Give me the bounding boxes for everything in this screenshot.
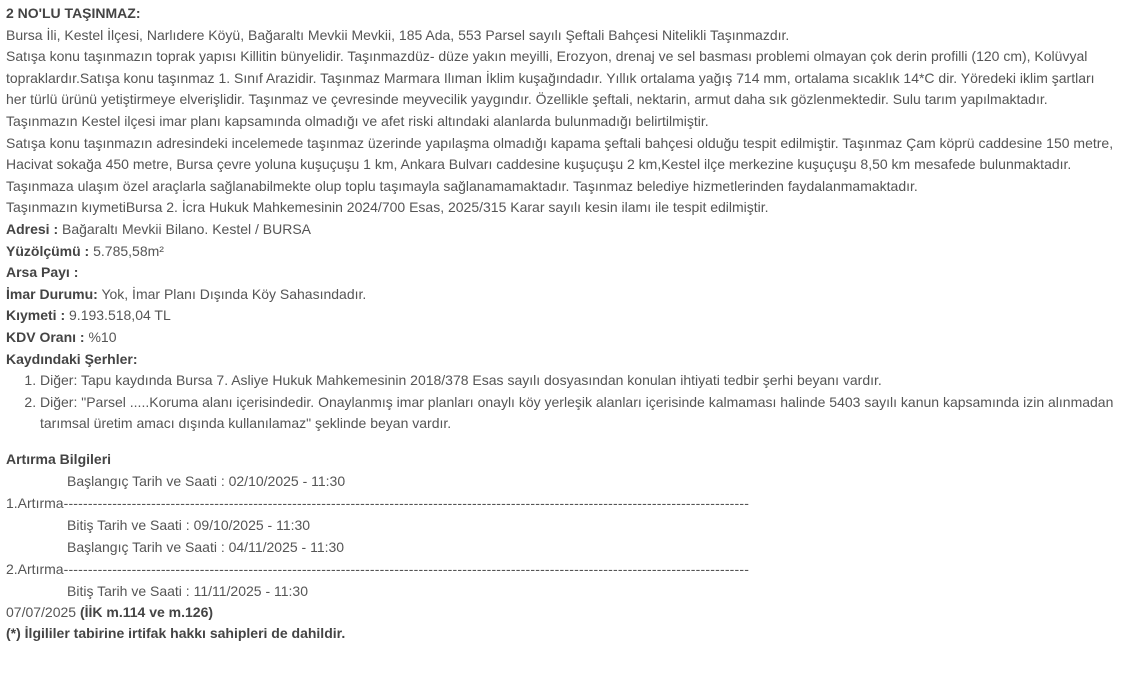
auction-info-title: Artırma Bilgileri [6,450,112,467]
valuation-court-note: Taşınmazın kıymetiBursa 2. İcra Hukuk Mahkemesinin 2024/700 Esas, 2025/315 Karar sayılı kesin ilamı ile tespit edilmiştir. [6,199,769,216]
vat-label: KDV Oranı : [6,328,85,345]
auction-round-2 [6,536,1115,602]
dash-separator: --------------------------------------------------------------------------------------------------------------------------------------------- [63,560,750,577]
round-end-date: Bitiş Tarih ve Saati : 09/10/2025 - 11:30 [67,516,311,533]
footer-date-row [6,602,1115,624]
value-row [6,305,1115,327]
property-description: Bursa İli, Kestel İlçesi, Narlıdere Köyü, Bağaraltı Mevkii Mevkii, 185 Ada, 553 Parsel sayılı Şeftali Bahçesi Nitelikli Taşınmazdır. [6,26,790,43]
share-row [6,262,1115,284]
auction-round-1 [6,470,1115,536]
round-start-date: Başlangıç Tarih ve Saati : 02/10/2025 - 11:30 [67,472,346,489]
area-row [6,241,1115,263]
value-label: Kıymeti : [6,307,66,324]
share-label: Arsa Payı : [6,264,79,281]
round-label: 1.Artırma [6,494,64,511]
dash-separator: --------------------------------------------------------------------------------------------------------------------------------------------- [63,494,750,511]
area-label: Yüzölçümü : [6,242,90,259]
zoning-label: İmar Durumu: [6,285,98,302]
address-label: Adresi : [6,220,59,237]
zoning-value: Yok, İmar Planı Dışında Köy Sahasındadır. [101,285,367,302]
site-inspection-description: Satışa konu taşınmazın adresindeki incelemede taşınmaz üzerinde yapılaşma olmadığı kapama şeftali bahçesi olduğu tespit edilmiştir. Taşınmaz Çam köprü caddesine 150 metre, Hacivat sokağa 450 metre, Bursa çevre yoluna kuşuçuşu 1 km, Ankara Bulvarı caddesine kuşuçuşu 2 km,Kestel ilçe merkezine kuşuçuşu 8,50 km mesafede bulunmaktadır. Taşınmaza ulaşım özel araçlarla sağlanabilmekte olup toplu taşımayla sağlanamamaktadır. Taşınmaz belediye hizmetlerinden faydalanmamaktadır. [6,134,1114,194]
encumbrance-list [6,370,1115,435]
round-start-date: Başlangıç Tarih ve Saati : 04/11/2025 - 11:30 [67,538,345,555]
vat-value: %10 [88,328,117,345]
list-item: 2. Diğer: "Parsel .....Koruma alanı içerisindedir. Onaylanmış imar planları onaylı köy yerleşik alanları içerisinde kalmaması halinde 5403 sayılı kanun kapsamında izin alınmadan tarımsal üretim amacı dışında kullanılamaz" şeklinde beyan vardır. [40,392,1115,435]
encumbrance-label: Kaydındaki Şerhler: [6,350,138,367]
round-label: 2.Artırma [6,560,64,577]
address-row [6,219,1115,241]
round-separator [6,492,1115,514]
address-value: Bağaraltı Mevkii Bilano. Kestel / BURSA [62,220,312,237]
value-amount: 9.193.518,04 TL [69,307,171,324]
zoning-row [6,284,1115,306]
law-reference: (İİK m.114 ve m.126) [79,603,214,620]
zoning-risk-note: Taşınmazın Kestel ilçesi imar planı kapsamında olmadığı ve afet riski altındaki alanlarda bulunmadığı belirtilmiştir. [6,112,709,129]
area-value: 5.785,58m² [93,242,164,259]
soil-climate-description: Satışa konu taşınmazın toprak yapısı Killitin bünyelidir. Taşınmazdüz- düze yakın meyilli, Erozyon, drenaj ve sel basması problemi olmayan çok derin profilli (120 cm), Kolüvyal topraklardır.Satışa konu taşınmaz 1. Sınıf Arazidir. Taşınmaz Marmara Ilıman İklim kuşağındadır. Yıllık ortalama yağış 714 mm, ortalama sıcaklık 14*C dir. Yöredeki iklim şartları her türlü ürünü yetiştirmeye elverişlidir. Taşınmaz ve çevresinde meyvecilik yaygındır. Özellikle şeftali, nektarin, armut daha sık gözlenmektedir. Sulu tarım yapılmaktadır. [6,48,1095,108]
list-item: 1. Diğer: Tapu kaydında Bursa 7. Asliye Hukuk Mahkemesinin 2018/378 Esas sayılı dosyasından konulan ihtiyati tedbir şerhi beyanı vardır. [40,370,1115,392]
property-title: 2 NO'LU TAŞINMAZ: [6,5,141,21]
footer-date: 07/07/2025 [6,603,77,620]
round-end-date: Bitiş Tarih ve Saati : 11/11/2025 - 11:30 [67,582,309,599]
footer-note: (*) İlgililer tabirine irtifak hakkı sahipleri de dahildir. [6,625,346,642]
round-separator [6,558,1115,580]
vat-row [6,327,1115,349]
